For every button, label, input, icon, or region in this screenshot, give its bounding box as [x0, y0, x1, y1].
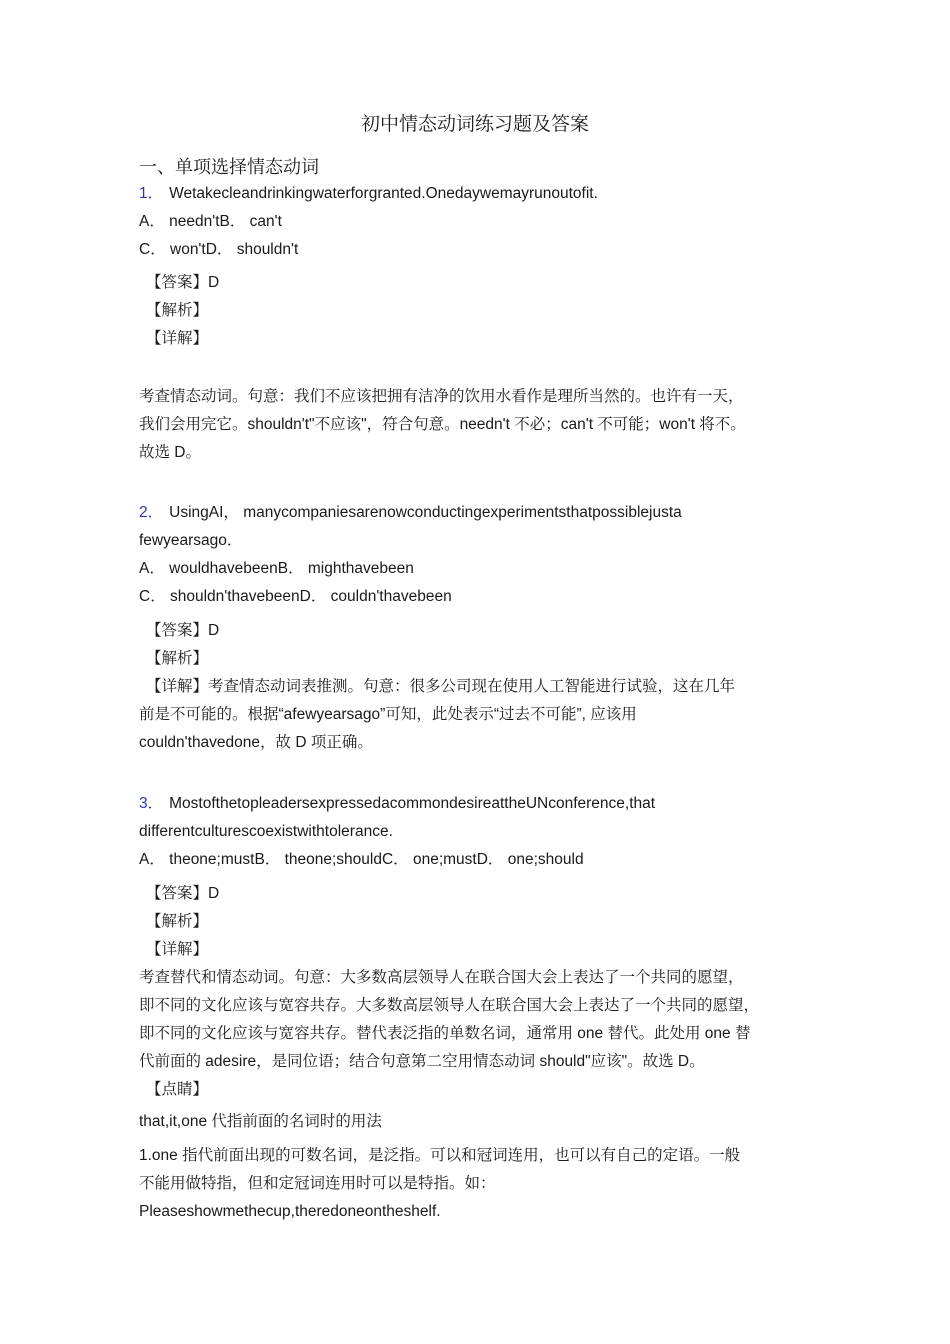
- question-3-tip-line-4: Pleaseshowmethecup,theredoneontheshelf.: [139, 1203, 441, 1220]
- question-1-explanation-line-3: 故选 D。: [139, 444, 202, 461]
- question-1-detail-label: 【详解】: [146, 330, 209, 347]
- question-2-analysis-label: 【解析】: [146, 650, 209, 667]
- question-2-answer: 【答案】D: [146, 622, 220, 639]
- question-3-text: MostofthetopleadersexpressedacommondesireattheUNconference,that: [169, 795, 656, 812]
- question-3-stem: [139, 794, 655, 814]
- question-1-options-cd: C． won'tD． shouldn't: [139, 241, 299, 258]
- question-1-options-ab: A． needn'tB． can't: [139, 213, 282, 230]
- question-3-stem-line-2: differentculturescoexistwithtolerance.: [139, 823, 393, 840]
- question-2-text: UsingAI， manycompaniesarenowconductingexperimentsthatpossiblejusta: [169, 504, 682, 521]
- question-3-tip-line-1: that,it,one 代指前面的名词时的用法: [139, 1113, 382, 1130]
- question-2-detail-line-2: 前是不可能的。根据“afewyearsago”可知，此处表示“过去不可能”, 应该用: [139, 706, 637, 723]
- question-1-stem: [139, 184, 598, 204]
- question-2-detail-line-1: 【详解】考查情态动词表推测。句意：很多公司现在使用人工智能进行试验，这在几年: [146, 678, 736, 695]
- question-1-text: Wetakecleandrinkingwaterforgranted.Onedaywemayrunoutofit.: [169, 185, 598, 202]
- question-3-explanation-line-4: 代前面的 adesire，是同位语；结合句意第二空用情态动词 should"应该"。故选 D。: [139, 1053, 705, 1070]
- question-3-tip-line-2: 1.one 指代前面出现的可数名词，是泛指。可以和冠词连用，也可以有自己的定语。一般: [139, 1147, 741, 1164]
- question-2-number: 2．: [139, 504, 164, 521]
- question-1-analysis-label: 【解析】: [146, 302, 209, 319]
- question-3-answer: 【答案】D: [146, 885, 220, 902]
- question-3-explanation-line-2: 即不同的文化应该与宽容共存。大多数高层领导人在联合国大会上表达了一个共同的愿望，: [139, 997, 760, 1014]
- question-2-options-ab: A． wouldhavebeenB． mighthavebeen: [139, 560, 414, 577]
- question-3-explanation-line-1: 考查替代和情态动词。句意：大多数高层领导人在联合国大会上表达了一个共同的愿望，: [139, 969, 744, 986]
- question-3-tip-label: 【点睛】: [146, 1081, 209, 1098]
- question-3-explanation-line-3: 即不同的文化应该与宽容共存。替代表泛指的单数名词，通常用 one 替代。此处用 one 替: [139, 1025, 751, 1042]
- question-3-analysis-label: 【解析】: [146, 913, 209, 930]
- question-1-answer: 【答案】D: [146, 274, 220, 291]
- question-1-explanation-line-1: 考查情态动词。句意：我们不应该把拥有洁净的饮用水看作是理所当然的。也许有一天，: [139, 388, 744, 405]
- question-1-explanation-line-2: 我们会用完它。shouldn't"不应该"，符合句意。needn't 不必；can't 不可能；won't 将不。: [139, 416, 746, 433]
- section-heading: 一、单项选择情态动词: [139, 157, 319, 178]
- question-3-number: 3．: [139, 795, 164, 812]
- question-2-stem: [139, 503, 682, 523]
- question-3-tip-line-3: 不能用做特指，但和定冠词连用时可以是特指。如：: [139, 1175, 496, 1192]
- question-3-options: A． theone;mustB． theone;shouldC． one;mustD． one;should: [139, 851, 584, 868]
- question-2-stem-line-2: fewyearsago．: [139, 532, 243, 549]
- question-3-detail-label: 【详解】: [146, 941, 209, 958]
- question-1-number: 1．: [139, 185, 164, 202]
- document-title: 初中情态动词练习题及答案: [360, 113, 589, 135]
- question-2-options-cd: C． shouldn'thavebeenD． couldn'thavebeen: [139, 588, 452, 605]
- question-2-detail-line-3: couldn'thavedone，故 D 项正确。: [139, 734, 373, 751]
